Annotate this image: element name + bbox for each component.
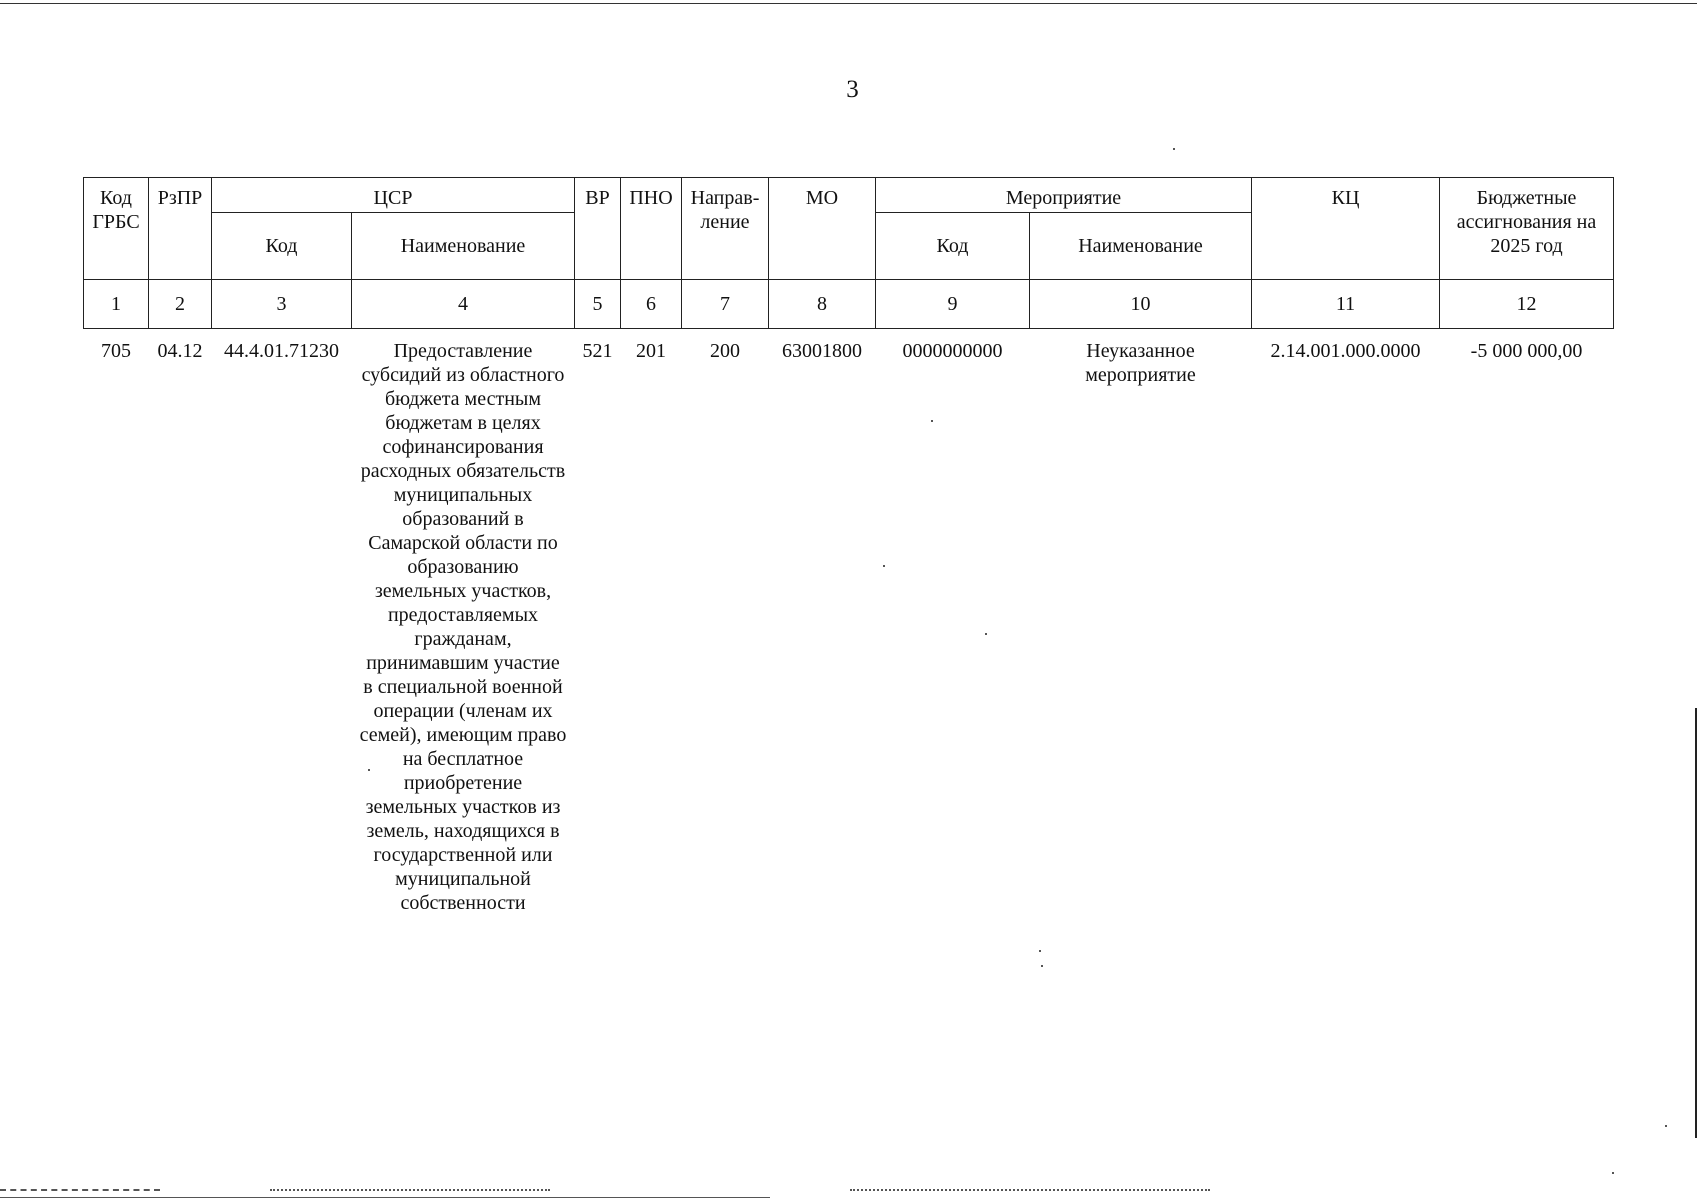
scan-speck (1173, 148, 1175, 150)
scan-bottom-ticks (850, 1189, 1210, 1193)
column-number: 1 (84, 280, 149, 329)
scan-speck (1612, 1172, 1614, 1174)
cell-csr-name: Предоставление субсидий из областного бюджета местным бюджетам в целях софинансирования расходных обязательств муниципальных образований в Самарской области по образованию земельных участков, предоставляемых гражданам, принимавшим участие в специальной военной операции (членам их семей), имеющим право на бесплатное приобретение земельных участков из земель, находящихся в государственной или муниципальной собственности (359, 340, 567, 914)
header-event: Мероприятие (876, 178, 1252, 213)
cell-csr-code: 44.4.01.71230 (224, 340, 339, 362)
header-csr-code: Код (212, 213, 352, 280)
column-number: 4 (352, 280, 575, 329)
scan-bottom-rule (0, 1197, 770, 1198)
column-number: 7 (682, 280, 769, 329)
scan-speck (1665, 1125, 1667, 1127)
scan-top-rule (0, 3, 1697, 4)
header-kc: КЦ (1252, 178, 1440, 280)
header-budget: Бюджетные ассигнования на 2025 год (1440, 178, 1614, 280)
cell-event-name: Неуказанное мероприятие (1085, 340, 1196, 386)
cell-kc: 2.14.001.000.0000 (1270, 340, 1421, 362)
cell-pno: 201 (636, 340, 666, 362)
column-number-row (84, 280, 1614, 329)
cell-event-code: 0000000000 (902, 340, 1003, 362)
budget-table (83, 177, 1614, 917)
scan-bottom-ticks (0, 1189, 160, 1193)
header-mo: МО (769, 178, 876, 280)
scan-speck (1041, 965, 1043, 967)
page-number: 3 (846, 76, 859, 103)
header-event-code: Код (876, 213, 1030, 280)
cell-grbs: 705 (101, 340, 131, 362)
column-number: 10 (1030, 280, 1252, 329)
cell-rzpr: 04.12 (157, 340, 203, 362)
column-number: 11 (1252, 280, 1440, 329)
header-vr: ВР (575, 178, 621, 280)
header-row (84, 178, 1614, 213)
column-number: 12 (1440, 280, 1614, 329)
header-csr-name: Наименование (352, 213, 575, 280)
scan-bottom-ticks (270, 1189, 550, 1193)
column-number: 5 (575, 280, 621, 329)
column-number: 6 (621, 280, 682, 329)
column-number: 8 (769, 280, 876, 329)
table-row (84, 329, 1614, 918)
header-rzpr: РзПР (149, 178, 212, 280)
header-csr: ЦСР (212, 178, 575, 213)
column-number: 2 (149, 280, 212, 329)
header-pno: ПНО (621, 178, 682, 280)
column-number: 9 (876, 280, 1030, 329)
header-event-name: Наименование (1030, 213, 1252, 280)
header-direction: Направ-ление (682, 178, 769, 280)
cell-mo: 63001800 (782, 340, 862, 362)
cell-vr: 521 (582, 340, 613, 362)
cell-budget: -5 000 000,00 (1470, 340, 1583, 362)
column-number: 3 (212, 280, 352, 329)
header-grbs: Код ГРБС (84, 178, 149, 280)
cell-direction: 200 (710, 340, 740, 362)
scan-speck (1039, 950, 1041, 952)
